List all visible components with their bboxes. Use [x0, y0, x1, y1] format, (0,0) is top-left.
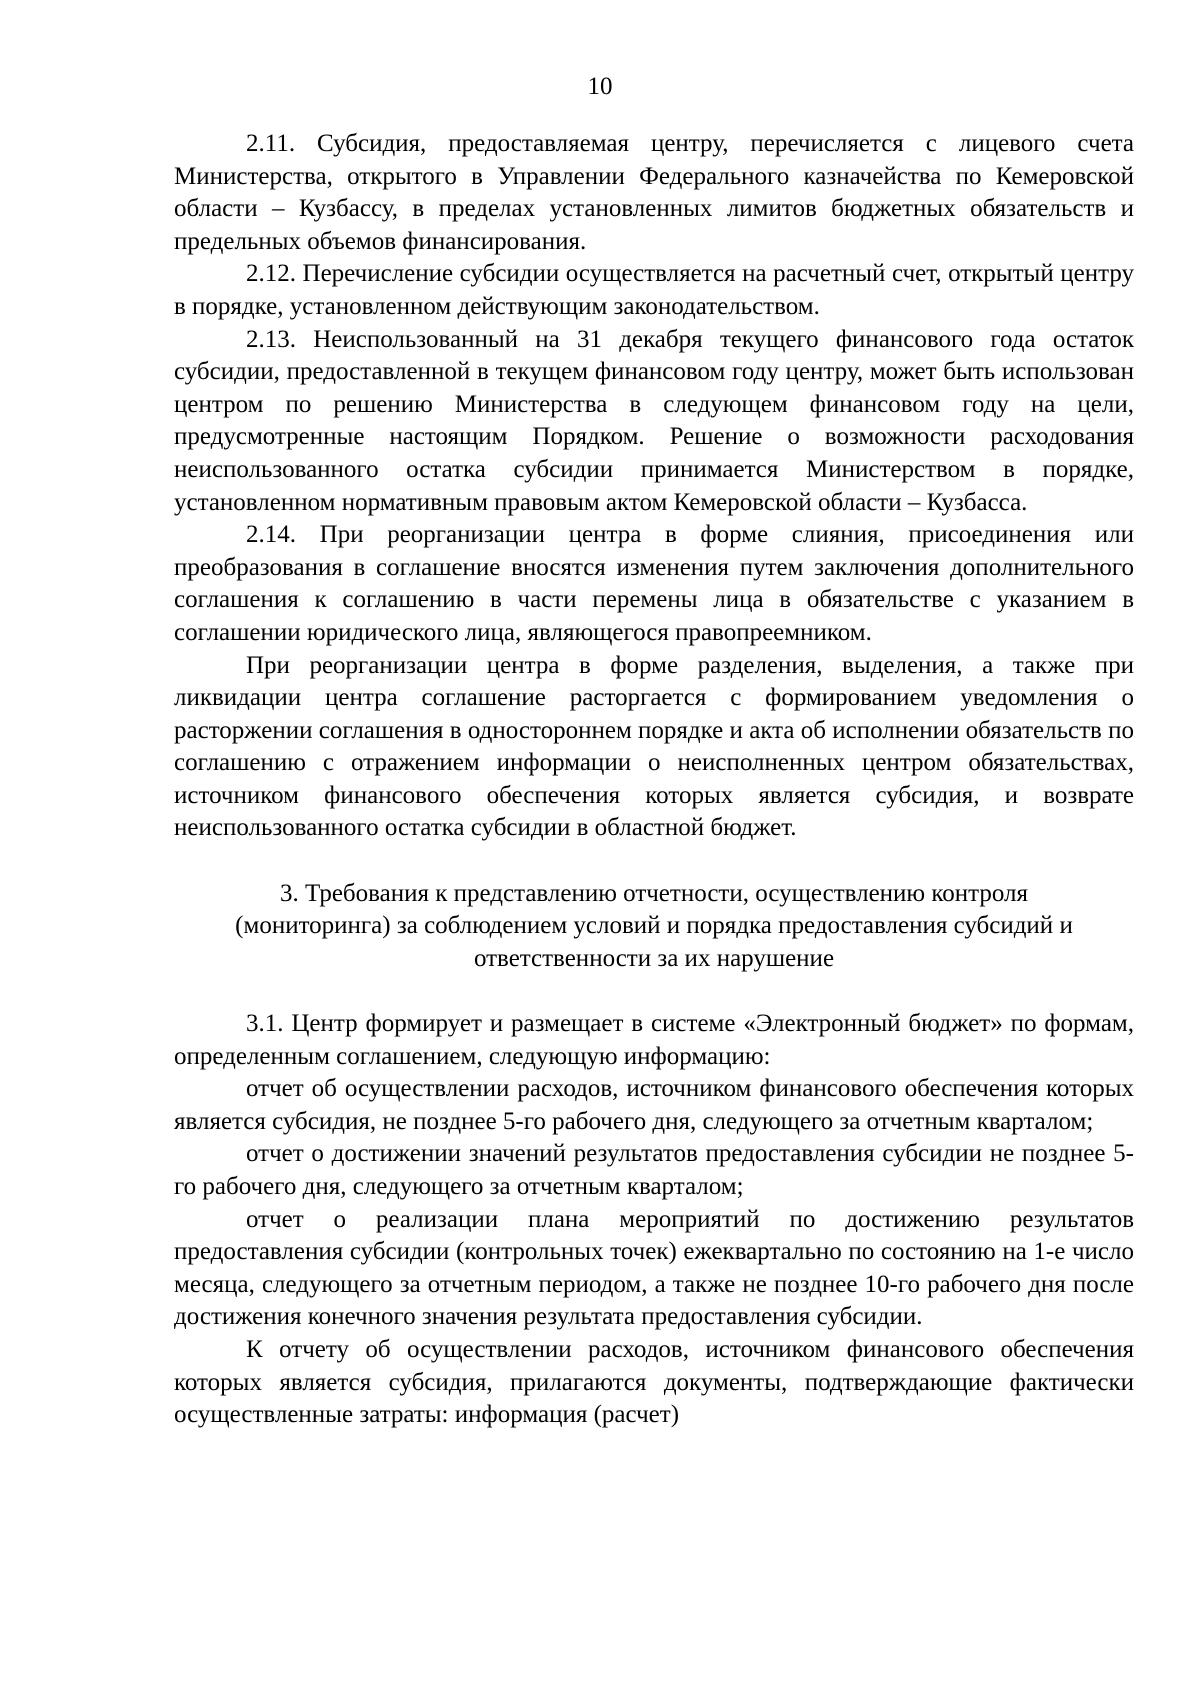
paragraph-attachments: К отчету об осуществлении расходов, источником финансового обеспечения которых является субсидия, прилагаются документы, подтверждающие фактически осуществленные затраты: информация (расчет) [174, 1335, 1134, 1429]
paragraph-2-13: 2.13. Неиспользованный на 31 декабря текущего финансового года остаток субсидии, предоставленной в текущем финансовом году центру, может быть использован центром по решению Министерства в следующем финансовом году на цели, предусмотренные настоящим Порядком. Решение о возможности расходования неиспользованного остатка субсидии принимается Министерством в порядке, установленном нормативным правовым актом Кемеровской области – Кузбасса. [174, 325, 1134, 516]
section-3-heading-line: ответственности за их нарушение [473, 944, 835, 972]
paragraph-2-14: 2.14. При реорганизации центра в форме слияния, присоединения или преобразования в соглашение вносятся изменения путем заключения дополнительного соглашения к соглашению в части перемены лица в обязательстве с указанием в соглашении юридического лица, являющегося правопреемником. [174, 521, 1134, 646]
paragraph-2-11: 2.11. Субсидия, предоставляемая центру, перечисляется с лицевого счета Министерства, открытого в Управлении Федерального казначейства по Кемеровской области – Кузбассу, в пределах установленных лимитов бюджетных обязательств и предельных объемов финансирования. [174, 130, 1134, 255]
paragraph-report-plan: отчет о реализации плана мероприятий по достижению результатов предоставления субсидии (контрольных точек) ежеквартально по состоянию на 1-е число месяца, следующего за отчетным периодом, а также не позднее 10-го рабочего дня после достижения конечного значения результата предоставления субсидии. [174, 1205, 1134, 1331]
paragraph-report-expenses: отчет об осуществлении расходов, источником финансового обеспечения которых является субсидия, не позднее 5-го рабочего дня, следующего за отчетным кварталом; [174, 1075, 1134, 1135]
paragraph-reorganization: При реорганизации центра в форме разделения, выделения, а также при ликвидации центра соглашение расторгается с формированием уведомления о расторжении соглашения в одностороннем порядке и акта об исполнении обязательств по соглашению с отражением информации о неисполненных центром обязательствах, источником финансового обеспечения которых является субсидия, и возврате неиспользованного остатка субсидии в областной бюджет. [174, 651, 1134, 842]
paragraph-2-12: 2.12. Перечисление субсидии осуществляется на расчетный счет, открытый центру в порядке, установленном действующим законодательством. [174, 260, 1134, 320]
paragraph-3-1: 3.1. Центр формирует и размещает в системе «Электронный бюджет» по формам, определенным соглашением, следующую информацию: [174, 1010, 1134, 1070]
section-3-heading [174, 878, 1134, 976]
paragraph-report-results: отчет о достижении значений результатов предоставления субсидии не позднее 5-го рабочего дня, следующего за отчетным кварталом; [174, 1140, 1134, 1200]
section-3-heading-line: 3. Требования к представлению отчетности, осуществлению контроля [280, 879, 1028, 907]
section-3-heading-line: (мониторинга) за соблюдением условий и порядка предоставления субсидий и [235, 912, 1073, 940]
document-body [174, 128, 1134, 1432]
page-number: 10 [587, 73, 613, 100]
